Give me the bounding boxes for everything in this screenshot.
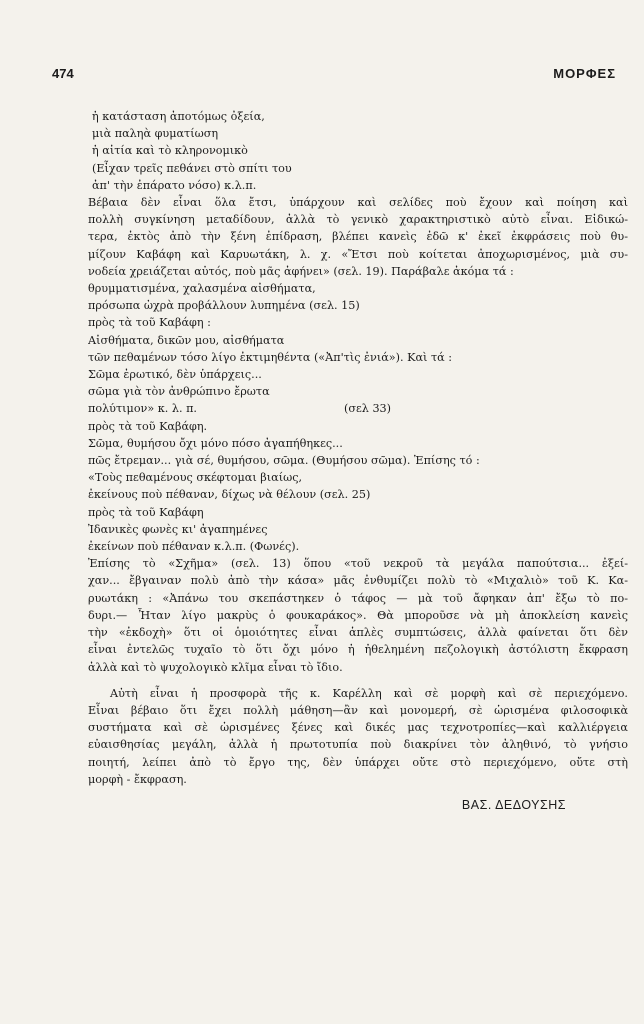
text-line: τερα, ἐκτὸς ἀπὸ τὴν ξένη ἐπίδραση, βλέπει κανεὶς ἐδῶ κ' ἐκεῖ ἐκφράσεις ποὺ θυ- <box>88 230 628 244</box>
page-header <box>52 66 616 86</box>
text-line: εἶναι ἐντελῶς τυχαῖο τὸ ὅτι ὄχι μόνο ἡ ἠθελημένη πεζολογικὴ ἀστόλιστη ἔκφραση <box>88 643 628 657</box>
quotation-block <box>88 280 628 555</box>
text-line: τὴν «ἐκδοχὴ» ὅτι οἱ ὁμοιότητες εἶναι ἁπλὲς συμπτώσεις, ἀλλὰ φαίνεται ὅτι δὲν <box>88 626 628 640</box>
quote-line: πρόσωπα ὠχρὰ προβάλλουν λυπημένα (σελ. 15) <box>88 299 360 313</box>
text-line: μίζουν Καβάφη καὶ Καρυωτάκη, λ. χ. «Ἔτσι ποὺ κοίτεται ἀποχωρισμένος, μιὰ συ- <box>88 247 628 261</box>
quote-line: πῶς ἔτρεμαν... γιὰ σέ, θυμήσου, σῶμα. (Θυμήσου σῶμα). Ἐπίσης τό : <box>88 454 480 468</box>
verse-line: ἡ αἰτία καὶ τὸ κληρονομικὸ <box>92 144 248 158</box>
article-body <box>88 108 628 814</box>
quote-text: πολύτιμον» κ. λ. π. <box>88 402 197 416</box>
poem-excerpt <box>88 108 628 194</box>
text-line: Ἐπίσης τὸ «Σχῆμα» (σελ. 13) ὅπου «τοῦ νεκροῦ τὰ μεγάλα παπούτσια... ἐξεί- <box>88 557 628 571</box>
quote-line: πρὸς τὰ τοῦ Καβάφη. <box>88 419 208 433</box>
text-line: χαν... ἔβγαιναν πολὺ ἀπὸ τὴν κάσα» μᾶς ἐνθυμίζει πολὺ τὸ «Μιχαλιὸ» τοῦ Κ. Κα- <box>88 574 628 588</box>
paragraph-similarities <box>88 555 628 675</box>
text-line: νοδεία χρειάζεται αὐτός, ποὺ μᾶς ἀφήνει» (σελ. 19). Παράβαλε ἀκόμα τά : <box>88 264 514 278</box>
running-title: ΜΟΡΦΕΣ <box>553 66 616 81</box>
page-reference: (σελ 33) <box>344 402 392 416</box>
text-line: ρυωτάκη : «Ἀπάνω του σκεπάστηκεν ὁ τάφος — μὰ τοῦ ἄφηκαν ἀπ' ἔξω τὸ πο- <box>88 591 628 605</box>
quote-line <box>88 349 628 366</box>
quote-line: ἐκείνων ποὺ πέθαναν κ.λ.π. (Φωνές). <box>88 540 300 554</box>
text-line: μορφὴ - ἔκφραση. <box>88 772 187 786</box>
text-line: ποιητή, λείπει ἀπὸ τὸ ἔργο της, δὲν ὑπάρχει οὔτε στὸ περιεχόμενο, οὔτε στὴ <box>88 755 628 769</box>
quote-line: «Τοὺς πεθαμένους σκέφτομαι βιαίως, <box>88 471 303 485</box>
quote-text: τῶν πεθαμένων τόσο λίγο ἐκτιμηθέντα («Ἀπ'τὶς ἐνιά»). <box>88 350 404 364</box>
text-line: Βέβαια δὲν εἶναι ὅλα ἔτσι, ὑπάρχουν καὶ σελίδες ποὺ ἔχουν καὶ ποίηση καὶ <box>88 196 628 210</box>
text-line: εὐαισθησίας μεγάλη, ἀλλὰ ἡ πρωτοτυπία ποὺ διακρίνει τὸν ἀληθινό, τὸ γνήσιο <box>88 738 628 752</box>
author-signature: ΒΑΣ. ΔΕΔΟΥΣΗΣ <box>461 797 566 812</box>
quote-line: Σῶμα, θυμήσου ὄχι μόνο πόσο ἀγαπήθηκες... <box>88 436 343 450</box>
page-number: 474 <box>52 66 74 81</box>
text-line: πολλὴ συγκίνηση μεταδίδουν, ἀλλὰ τὸ γενικὸ χαρακτηριστικὸ αὐτὸ εἶναι. Εἰδικώ- <box>88 213 628 227</box>
verse-line: ἀπ' τὴν ἐπάρατο νόσο) κ.λ.π. <box>92 178 257 192</box>
quote-line <box>88 400 628 417</box>
verse-line: (Εἶχαν τρεῖς πεθάνει στὸ σπίτι του <box>92 161 292 175</box>
quote-continuation: Καὶ τά : <box>407 350 453 364</box>
paragraph-conclusion <box>88 685 628 788</box>
text-line: δυρι.— Ἦταν λίγο μακρὺς ὁ φουκαράκος». Θὰ μποροῦσε νὰ μὴ ἀποκλείση κανεὶς <box>88 608 628 622</box>
quote-line: πρὸς τὰ τοῦ Καβάφη <box>88 505 204 519</box>
quote-line: σῶμα γιὰ τὸν ἀνθρώπινο ἔρωτα <box>88 385 270 399</box>
quote-line: Αἰσθήματα, δικῶν μου, αἰσθήματα <box>88 333 285 347</box>
quote-line: πρὸς τὰ τοῦ Καβάφη : <box>88 316 211 330</box>
paragraph-influences <box>88 194 628 280</box>
quote-line: Ἰδανικὲς φωνὲς κι' ἀγαπημένες <box>88 522 268 536</box>
verse-line: ἡ κατάσταση ἀποτόμως ὀξεία, <box>92 110 265 123</box>
text-line: Εἶναι βέβαιο ὅτι ἔχει πολλὴ μάθηση—ἂν καὶ μονομερή, σὲ ὡρισμένα φιλοσοφικὰ <box>88 703 628 717</box>
quote-line: Σῶμα ἐρωτικό, δὲν ὑπάρχεις... <box>88 368 262 382</box>
text-line: Αὐτὴ εἶναι ἡ προσφορὰ τῆς κ. Καρέλλη καὶ σὲ μορφὴ καὶ σὲ περιεχόμενο. <box>110 686 628 700</box>
text-line: ἀλλὰ καὶ τὸ ψυχολογικὸ κλῖμα εἶναι τὸ ἴδιο. <box>88 660 343 674</box>
verse-line: μιὰ παληὰ φυματίωση <box>92 127 219 141</box>
quote-line: θρυμματισμένα, χαλασμένα αἰσθήματα, <box>88 282 316 296</box>
text-line: συστήματα καὶ σὲ ὡρισμένες ξένες καὶ δικές μας τεχνοτροπίες—καὶ καλλιέργεια <box>88 721 628 735</box>
quote-line: ἐκείνους ποὺ πέθαναν, δίχως νὰ θέλουν (σελ. 25) <box>88 488 371 502</box>
